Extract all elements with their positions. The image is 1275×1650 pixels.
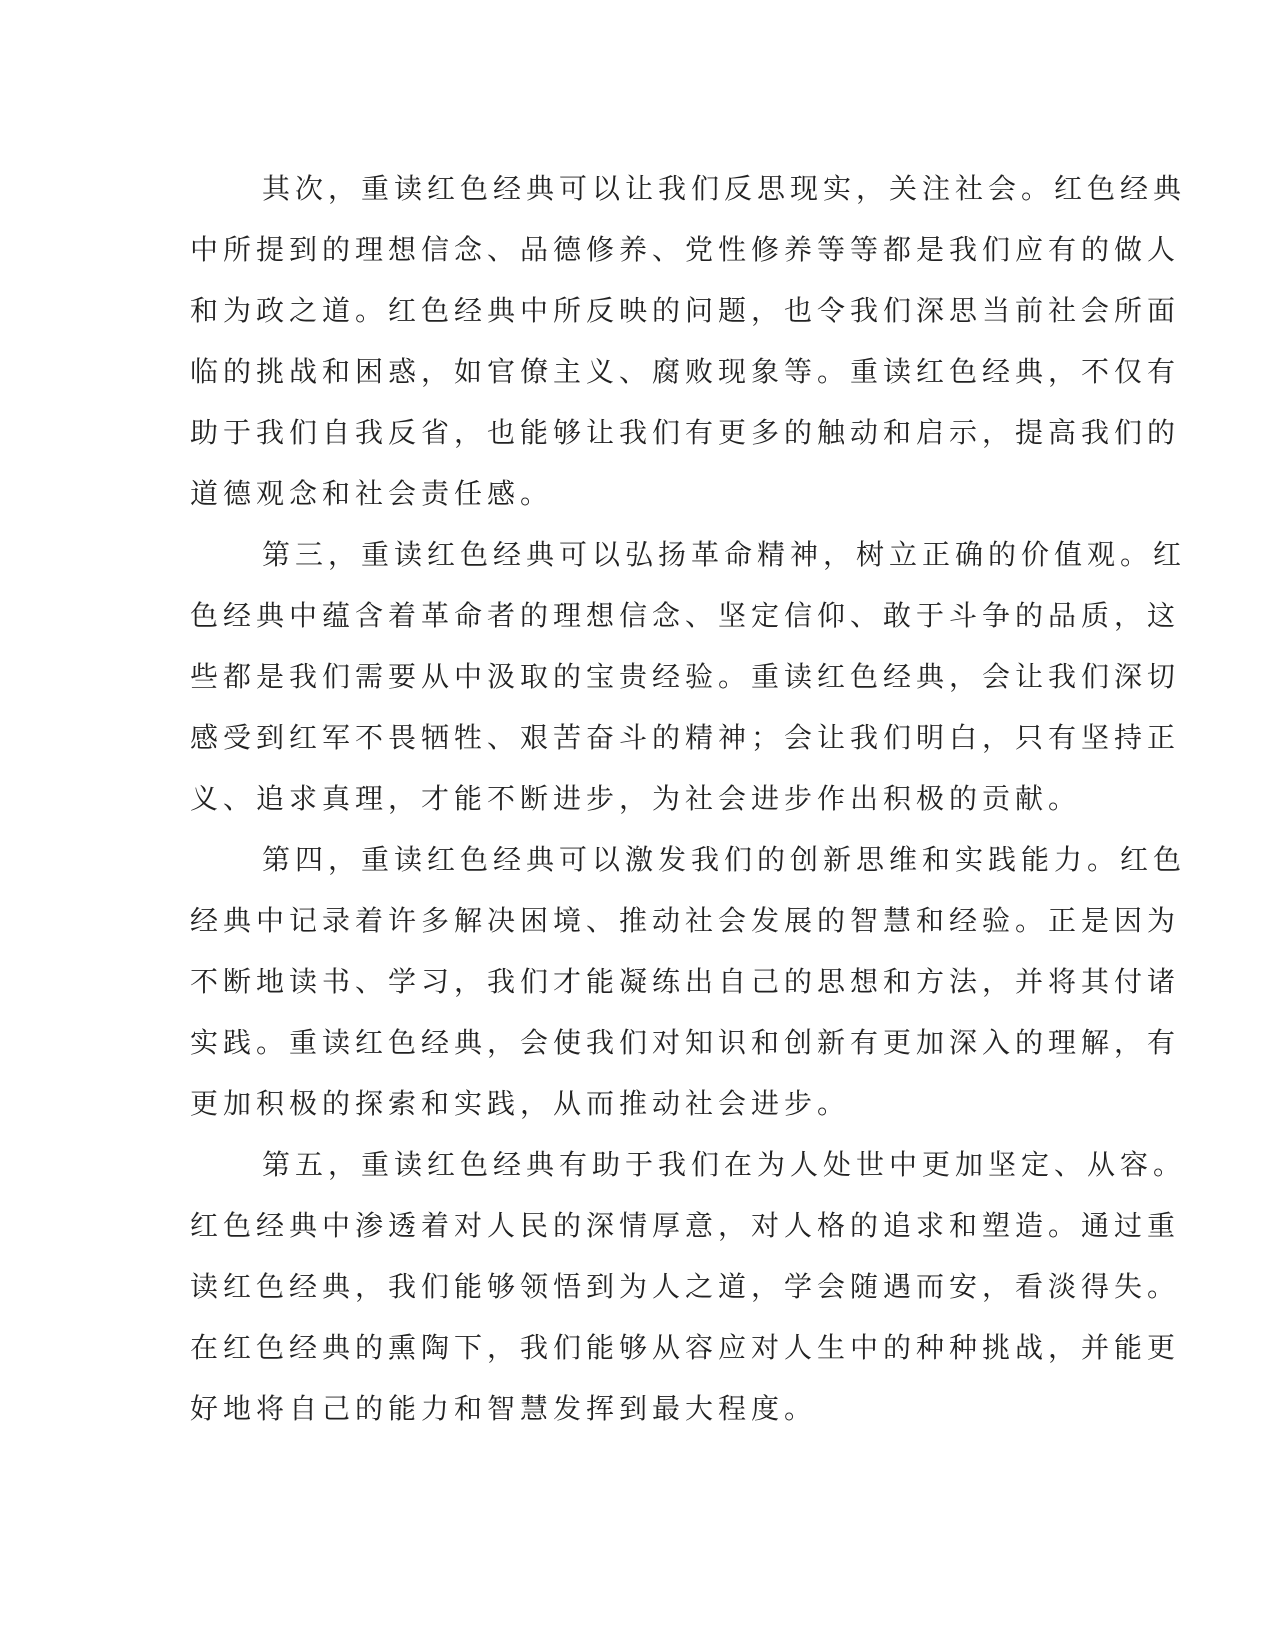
text-line: 在红色经典的熏陶下，我们能够从容应对人生中的种种挑战，并能更 <box>190 1331 1181 1364</box>
paragraph-2 <box>190 158 1187 524</box>
text-line: 实践。重读红色经典，会使我们对知识和创新有更加深入的理解，有 <box>190 1026 1181 1059</box>
text-line: 好地将自己的能力和智慧发挥到最大程度。 <box>190 1392 818 1425</box>
paragraph-3 <box>190 524 1187 829</box>
text-line: 感受到红军不畏牺牲、艰苦奋斗的精神；会让我们明白，只有坚持正 <box>190 721 1181 754</box>
text-line: 其次，重读红色经典可以让我们反思现实，关注社会。红色经典 <box>262 172 1187 205</box>
text-line: 更加积极的探索和实践，从而推动社会进步。 <box>190 1087 851 1120</box>
text-line: 道德观念和社会责任感。 <box>190 477 554 510</box>
text-line: 不断地读书、学习，我们才能凝练出自己的思想和方法，并将其付诸 <box>190 965 1181 998</box>
text-line: 红色经典中渗透着对人民的深情厚意，对人格的追求和塑造。通过重 <box>190 1209 1181 1242</box>
text-line: 读红色经典，我们能够领悟到为人之道，学会随遇而安，看淡得失。 <box>190 1270 1181 1303</box>
text-line: 义、追求真理，才能不断进步，为社会进步作出积极的贡献。 <box>190 782 1082 815</box>
text-line: 第五，重读红色经典有助于我们在为人处世中更加坚定、从容。 <box>262 1148 1187 1181</box>
document-body <box>190 158 1187 1439</box>
text-line: 第三，重读红色经典可以弘扬革命精神，树立正确的价值观。红 <box>262 538 1187 571</box>
paragraph-5 <box>190 1134 1187 1439</box>
text-line: 色经典中蕴含着革命者的理想信念、坚定信仰、敢于斗争的品质，这 <box>190 599 1181 632</box>
text-line: 中所提到的理想信念、品德修养、党性修养等等都是我们应有的做人 <box>190 233 1181 266</box>
paragraph-4 <box>190 829 1187 1134</box>
text-line: 些都是我们需要从中汲取的宝贵经验。重读红色经典，会让我们深切 <box>190 660 1181 693</box>
text-line: 第四，重读红色经典可以激发我们的创新思维和实践能力。红色 <box>262 843 1187 876</box>
text-line: 临的挑战和困惑，如官僚主义、腐败现象等。重读红色经典，不仅有 <box>190 355 1181 388</box>
text-line: 经典中记录着许多解决困境、推动社会发展的智慧和经验。正是因为 <box>190 904 1181 937</box>
text-line: 和为政之道。红色经典中所反映的问题，也令我们深思当前社会所面 <box>190 294 1181 327</box>
text-line: 助于我们自我反省，也能够让我们有更多的触动和启示，提高我们的 <box>190 416 1181 449</box>
